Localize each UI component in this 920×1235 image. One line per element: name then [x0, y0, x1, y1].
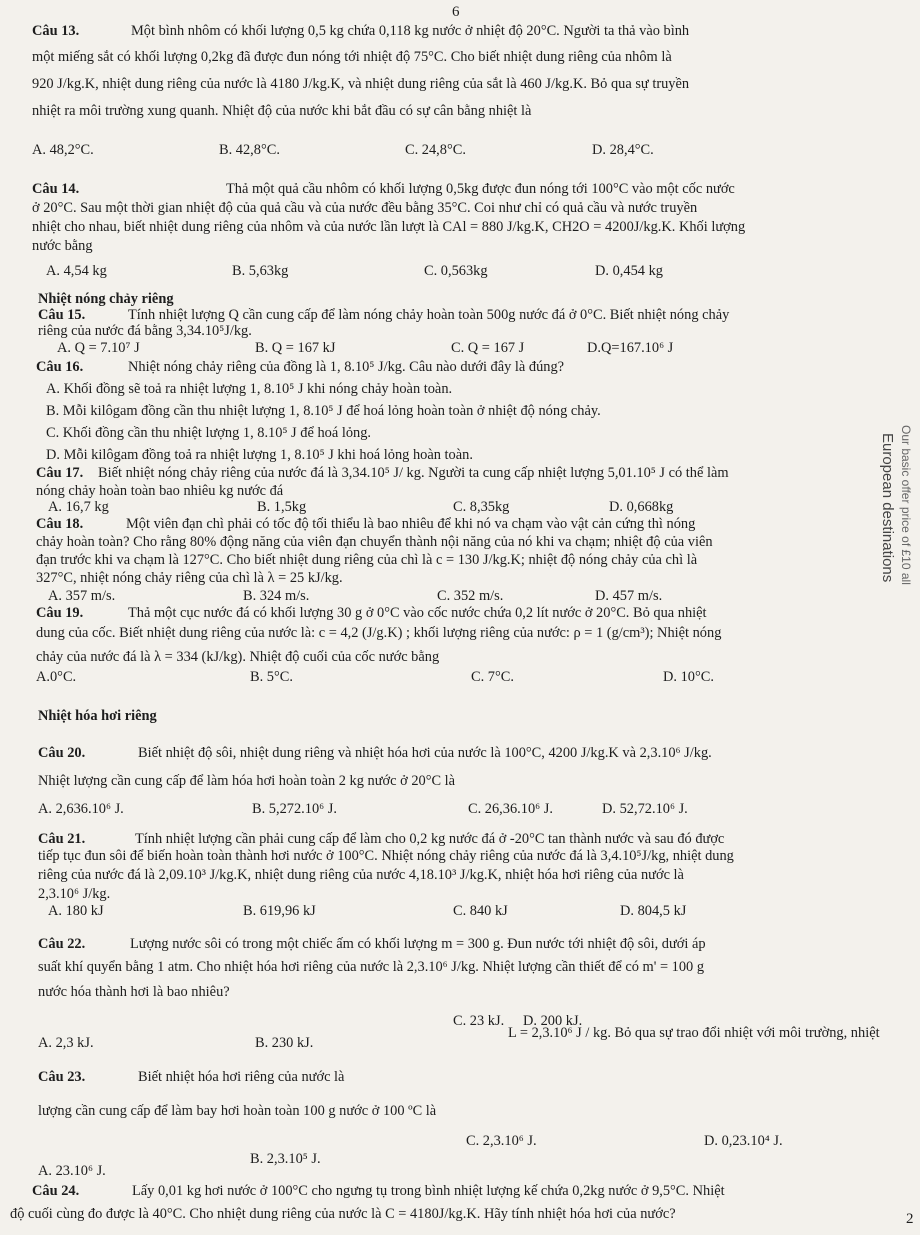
text-segment: suất khí quyển bằng 1 atm. Cho nhiệt hóa hơi riêng của nước là 2,3.10⁶ J/kg. Nhiệt lượng cần thiết để có m' = 100 g — [38, 959, 705, 975]
text-segment: D. 52,72.10⁶ J. — [602, 801, 688, 817]
text-segment: nước hóa thành hơi là bao nhiêu? — [38, 984, 230, 1000]
text-segment: lượng cần cung cấp để làm bay hơi hoàn toàn 100 g nước ở 100 ºC là — [38, 1103, 437, 1119]
text-segment: C. 26,36.10⁶ J. — [468, 801, 553, 817]
text-segment: C. 840 kJ — [453, 903, 508, 919]
text-segment: nóng chảy hoàn toàn bao nhiêu kg nước đá — [36, 483, 284, 499]
text-segment: B. 42,8°C. — [219, 142, 280, 158]
text-segment: A. 357 m/s. — [48, 588, 116, 604]
text-segment: Tính nhiệt lượng Q cần cung cấp để làm nóng chảy hoàn toàn 500g nước đá ở 0°C. Biết nhiệt nóng chảy — [128, 307, 730, 323]
question-label: Câu 16. — [36, 359, 84, 375]
text-segment: dung của cốc. Biết nhiệt dung riêng của nước là: c = 4,2 (J/g.K) ; khối lượng riêng của nước: ρ = 1 (g/cm³); Nhiệt nóng — [36, 625, 722, 641]
text-segment: B. 2,3.10⁵ J. — [250, 1151, 321, 1167]
text-segment: nước bằng — [32, 238, 93, 254]
text-segment: D. 0,454 kg — [595, 263, 663, 279]
question-label: Câu 19. — [36, 605, 84, 621]
page-number: 6 — [452, 4, 460, 20]
text-segment: B. Mỗi kilôgam đồng cần thu nhiệt lượng 1, 8.10⁵ J để hoá lỏng hoàn toàn ở nhiệt độ nóng chảy. — [46, 403, 601, 419]
text-segment: D. 28,4°C. — [592, 142, 654, 158]
text-segment: A. Q = 7.10⁷ J — [57, 340, 140, 356]
text-segment: Nhiệt nóng chảy riêng của đồng là 1, 8.10⁵ J/kg. Câu nào dưới đây là đúng? — [128, 359, 565, 375]
text-segment: D. 10°C. — [663, 669, 714, 685]
text-segment: một miếng sắt có khối lượng 0,2kg đã được đun nóng tới nhiệt độ 75°C. Cho biết nhiệt dung riêng của nhôm là — [32, 49, 672, 65]
bleed-through-text: European destinations — [878, 433, 896, 583]
text-segment: C. Q = 167 J — [451, 340, 525, 356]
text-segment: D. 804,5 kJ — [620, 903, 687, 919]
question-label: Câu 18. — [36, 516, 84, 532]
text-segment: D. Mỗi kilôgam đồng toả ra nhiệt lượng 1, 8.10⁵ J khi hoá lỏng hoàn toàn. — [46, 447, 473, 463]
text-segment: Thả một quả cầu nhôm có khối lượng 0,5kg được đun nóng tới 100°C vào một cốc nước — [226, 181, 735, 197]
text-segment: A. 23.10⁶ J. — [38, 1163, 106, 1179]
text-segment: chảy của nước đá là λ = 334 (kJ/kg). Nhiệt độ cuối của cốc nước bằng — [36, 649, 440, 665]
question-label: Câu 14. — [32, 181, 80, 197]
text-segment: riêng của nước đá là 2,09.10³ J/kg.K, nhiệt dung riêng của nước 4,18.10³ J/kg.K, nhiệt hóa hơi riêng của nước là — [38, 867, 684, 883]
text-segment: Thả một cục nước đá có khối lượng 30 g ở 0°C vào cốc nước chứa 0,2 lít nước ở 20°C. Bỏ qua nhiệt — [128, 605, 707, 621]
text-segment: D. 457 m/s. — [595, 588, 663, 604]
text-segment: D.Q=167.10⁶ J — [587, 340, 674, 356]
text-segment: C. 352 m/s. — [437, 588, 504, 604]
text-segment: Biết nhiệt độ sôi, nhiệt dung riêng và nhiệt hóa hơi của nước là 100°C, 4200 J/kg.K và 2,3.10⁶ J/kg. — [138, 745, 712, 761]
text-segment: A. 2,3 kJ. — [38, 1035, 94, 1051]
edge-mark: 2 — [906, 1211, 914, 1227]
question-label: Câu 22. — [38, 936, 86, 952]
text-segment: Tính nhiệt lượng cần phải cung cấp để làm cho 0,2 kg nước đá ở -20°C tan thành nước và sau đó được — [135, 831, 725, 847]
question-label: Nhiệt nóng chảy riêng — [38, 291, 174, 307]
text-segment: chảy hoàn toàn? Cho rằng 80% động năng của viên đạn chuyển thành nội năng của nó khi va chạm; nhiệt độ của viên — [36, 534, 713, 550]
text-segment: B. 5,272.10⁶ J. — [252, 801, 337, 817]
text-segment: D. 0,23.10⁴ J. — [704, 1133, 783, 1149]
text-segment: Nhiệt lượng cần cung cấp để làm hóa hơi hoàn toàn 2 kg nước ở 20°C là — [38, 773, 456, 789]
text-segment: 2,3.10⁶ J/kg. — [38, 886, 111, 902]
text-segment: nhiệt cho nhau, biết nhiệt dung riêng của nhôm và của nước lần lượt là CAl = 880 J/kg.K, CH2O = 4200J/kg.K. Khối lượng — [32, 219, 746, 235]
question-label: Câu 13. — [32, 23, 80, 39]
text-segment: A. 4,54 kg — [46, 263, 107, 279]
text-segment: A. 16,7 kg — [48, 499, 109, 515]
text-segment: Biết nhiệt nóng chảy riêng của nước đá là 3,34.10⁵ J/ kg. Người ta cung cấp nhiệt lượng 5,01.10⁵ J có thể làm — [98, 465, 729, 481]
text-segment: A. Khối đồng sẽ toả ra nhiệt lượng 1, 8.10⁵ J khi nóng chảy hoàn toàn. — [46, 381, 453, 397]
question-label: Câu 20. — [38, 745, 86, 761]
text-segment: D. 200 kJ. — [523, 1013, 583, 1029]
question-label: Câu 17. — [36, 465, 84, 481]
question-label: Câu 23. — [38, 1069, 86, 1085]
question-label: Câu 24. — [32, 1183, 80, 1199]
text-segment: Một viên đạn chì phải có tốc độ tối thiểu là bao nhiêu để khi nó va chạm vào vật cản cứng thì nóng — [126, 516, 696, 532]
text-segment: C. 2,3.10⁶ J. — [466, 1133, 537, 1149]
text-segment: B. Q = 167 kJ — [255, 340, 336, 356]
text-segment: A. 180 kJ — [48, 903, 104, 919]
text-segment: độ cuối cùng đo được là 40°C. Cho nhiệt dung riêng của nước là C = 4180J/kg.K. Hãy tính nhiệt hóa hơi của nước? — [10, 1206, 676, 1222]
text-segment: C. 8,35kg — [453, 499, 510, 515]
text-segment: B. 5°C. — [250, 669, 293, 685]
text-segment: C. 24,8°C. — [405, 142, 466, 158]
question-label: Nhiệt hóa hơi riêng — [38, 708, 157, 724]
text-segment: tiếp tục đun sôi để biến hoàn toàn thành hơi nước ở 100°C. Nhiệt nóng chảy riêng của nước đá là 3,4.10⁵J/kg, nhiệt dung — [38, 848, 734, 864]
text-segment: Lượng nước sôi có trong một chiếc ấm có khối lượng m = 300 g. Đun nước tới nhiệt độ sôi, dưới áp — [130, 936, 706, 952]
text-segment: nhiệt ra môi trường xung quanh. Nhiệt độ của nước khi bắt đầu có sự cân bằng nhiệt là — [32, 103, 532, 119]
text-segment: A. 48,2°C. — [32, 142, 94, 158]
text-segment: 920 J/kg.K, nhiệt dung riêng của nước là 4180 J/kg.K, và nhiệt dung riêng của sắt là 460 J/kg.K. Bỏ qua sự truyền — [32, 76, 690, 92]
question-label: Câu 15. — [38, 307, 86, 323]
text-segment: Biết nhiệt hóa hơi riêng của nước là — [138, 1069, 345, 1085]
text-segment: B. 324 m/s. — [243, 588, 310, 604]
text-segment: C. Khối đồng cần thu nhiệt lượng 1, 8.10⁵ J để hoá lỏng. — [46, 425, 371, 441]
text-segment: D. 0,668kg — [609, 499, 674, 515]
text-segment: C. 7°C. — [471, 669, 514, 685]
text-segment: A. 2,636.10⁶ J. — [38, 801, 124, 817]
text-segment: B. 5,63kg — [232, 263, 289, 279]
bleed-through-text-small: Our basic offer price of £10 all — [898, 425, 913, 585]
text-segment: B. 1,5kg — [257, 499, 307, 515]
text-segment: riêng của nước đá bằng 3,34.10⁵J/kg. — [38, 323, 252, 339]
text-segment: L = 2,3.10⁶ J / kg. Bỏ qua sự trao đổi nhiệt với môi trường, nhiệt — [508, 1025, 880, 1041]
text-segment: C. 0,563kg — [424, 263, 488, 279]
text-segment: Một bình nhôm có khối lượng 0,5 kg chứa 0,118 kg nước ở nhiệt độ 20°C. Người ta thả vào bình — [131, 23, 690, 39]
text-segment: 327°C, nhiệt nóng chảy riêng của chì là λ = 25 kJ/kg. — [36, 570, 343, 586]
text-segment: B. 230 kJ. — [255, 1035, 314, 1051]
text-segment: B. 619,96 kJ — [243, 903, 316, 919]
text-segment: C. 23 kJ. — [453, 1013, 505, 1029]
question-label: Câu 21. — [38, 831, 86, 847]
text-segment: đạn trước khi va chạm là 127°C. Cho biết nhiệt dung riêng của chì là c = 130 J/kg.K; nhiệt độ nóng chảy của chì là — [36, 552, 698, 568]
text-segment: Lấy 0,01 kg hơi nước ở 100°C cho ngưng tụ trong bình nhiệt lượng kế chứa 0,2kg nước ở 9,5°C. Nhiệt — [132, 1183, 725, 1199]
text-segment: A.0°C. — [36, 669, 77, 685]
text-segment: ở 20°C. Sau một thời gian nhiệt độ của quả cầu và của nước đều bằng 35°C. Coi như chỉ có quả cầu và nước truyền — [32, 200, 698, 216]
